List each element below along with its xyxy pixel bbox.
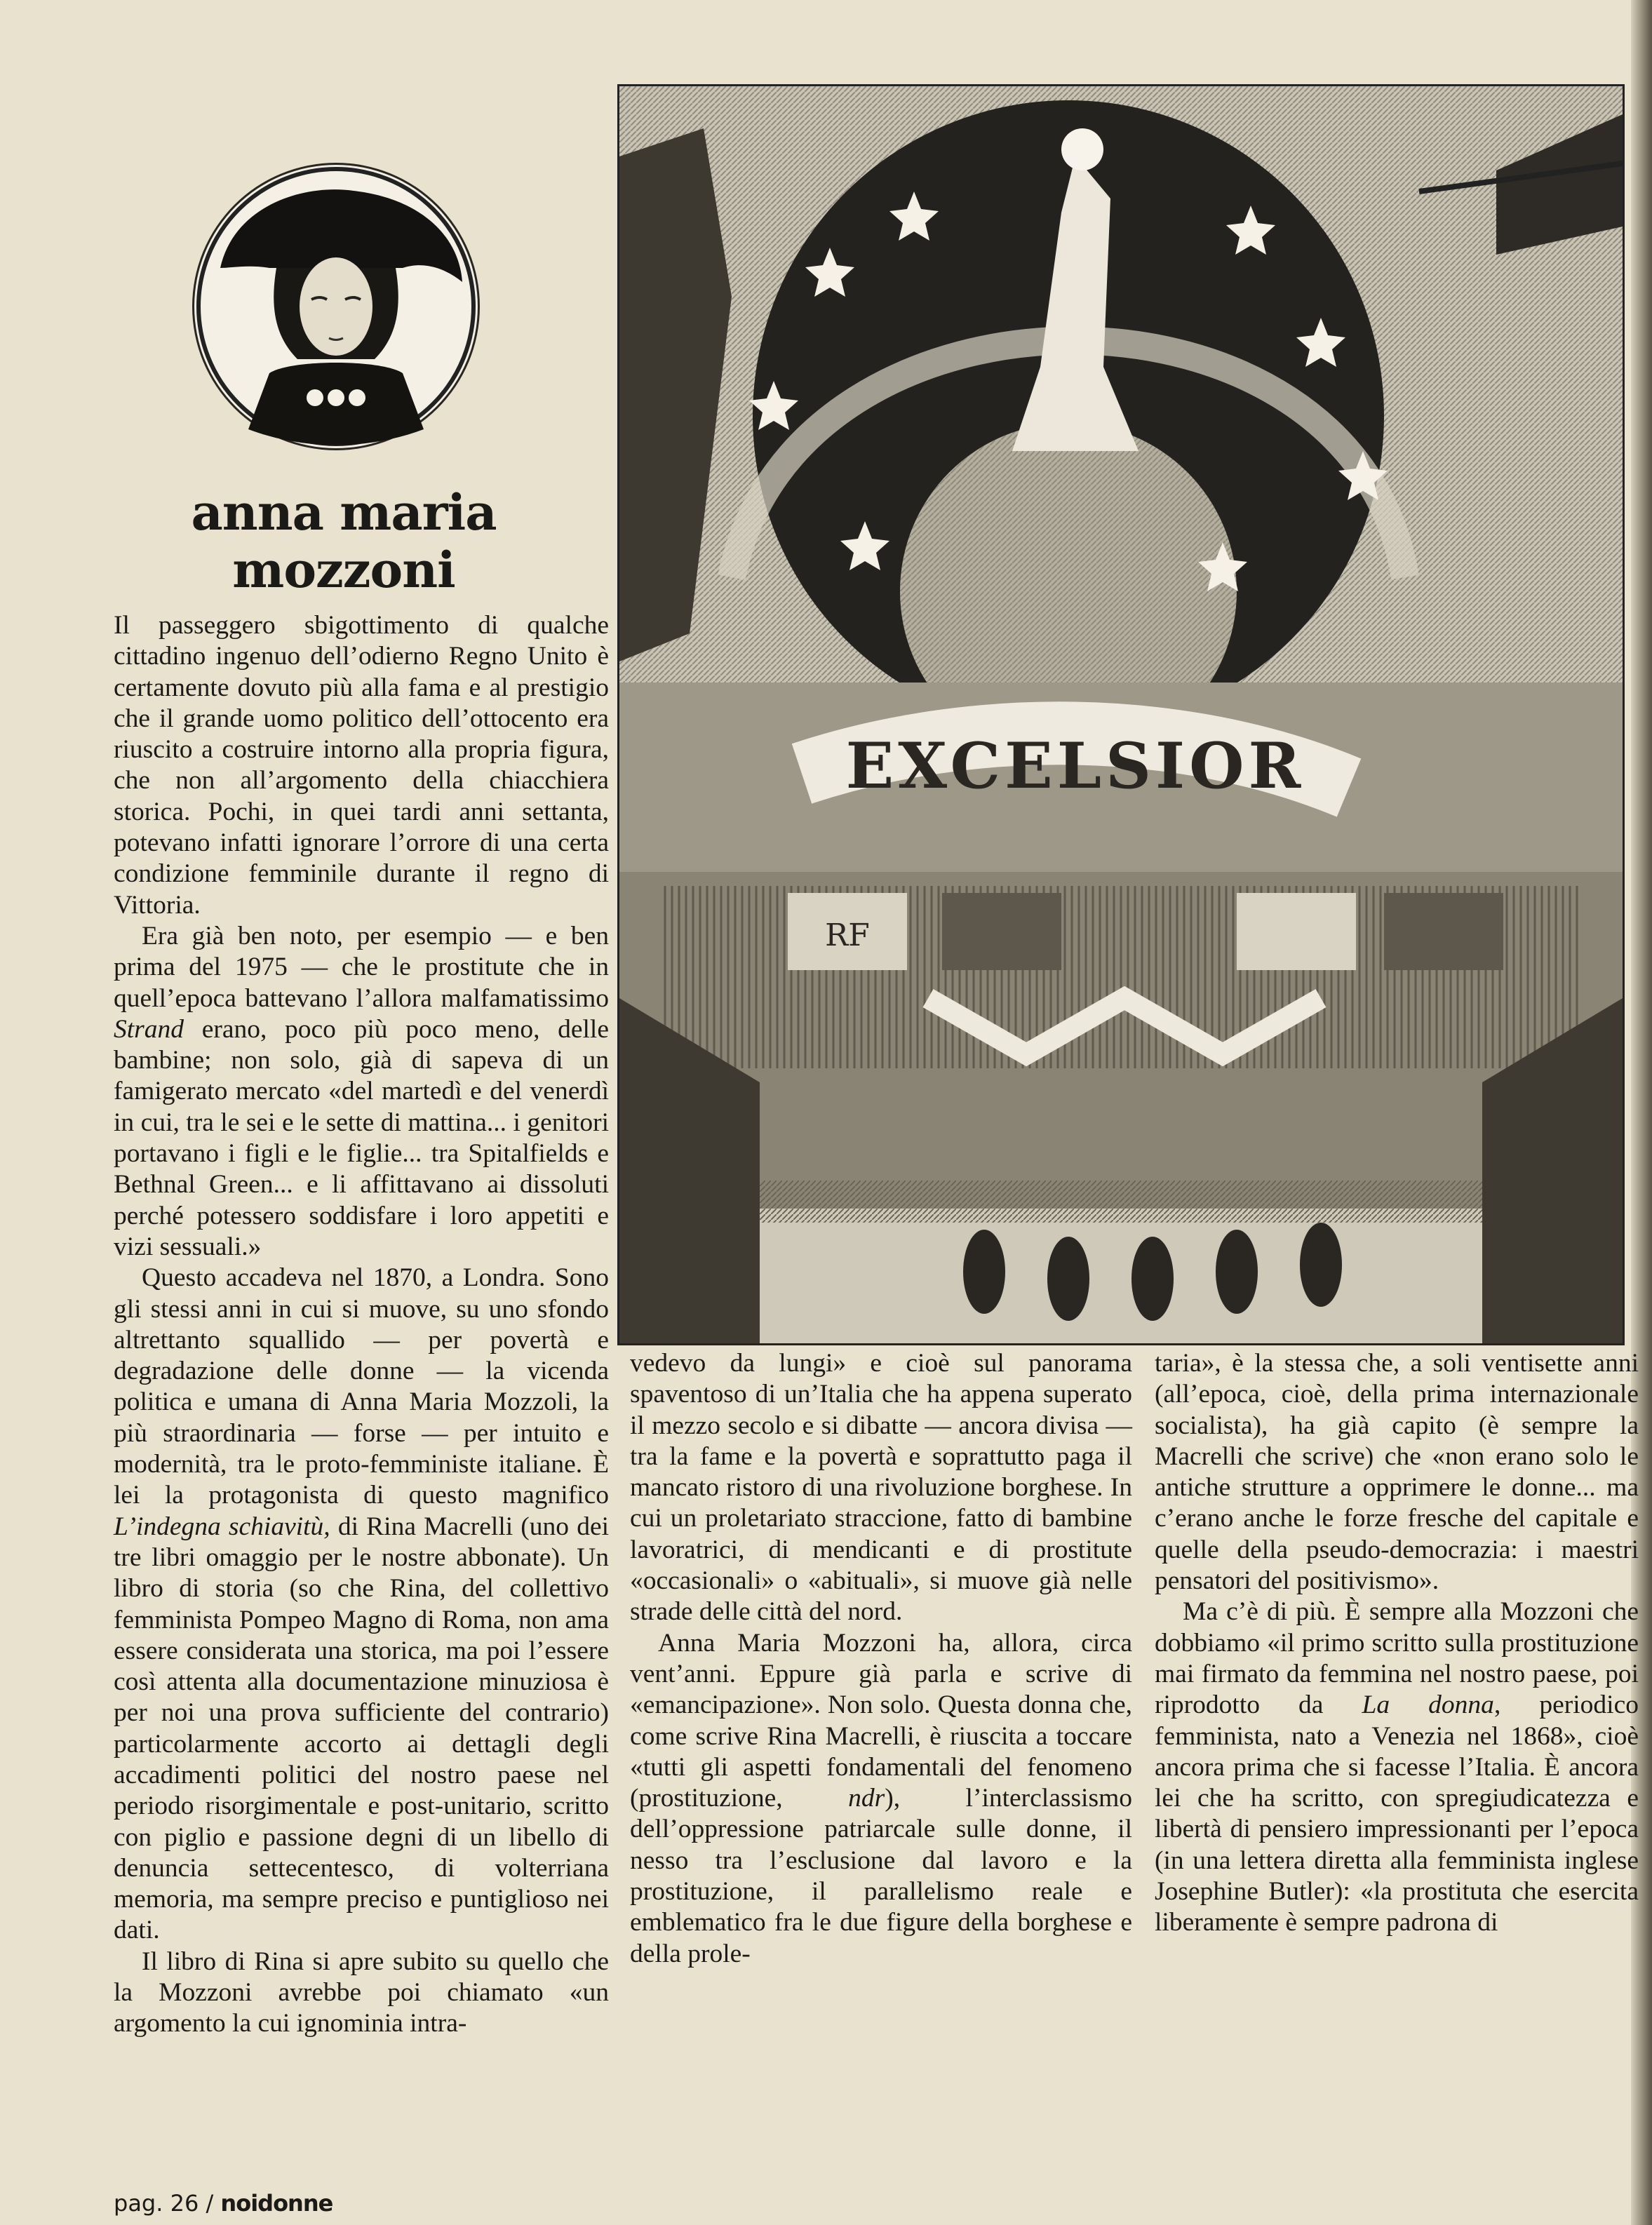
- title-line-1: anna maria: [191, 483, 497, 542]
- ndr-italic: ndr: [848, 1784, 885, 1813]
- book-title-italic-a: L’indegna: [114, 1512, 221, 1541]
- flag-rf-text: RF: [825, 917, 870, 953]
- magazine-name: noidonne: [220, 2190, 333, 2217]
- portrait-medallion: [192, 163, 480, 450]
- excelsior-engraving: [619, 86, 1623, 1343]
- excelsior-banner-text: EXCELSIOR: [845, 729, 1305, 803]
- paragraph: Anna Maria Mozzoni ha, allora, circa vent’anni. Eppure già parla e scrive di «emancipazione». Non solo. Questa donna che, come scrive Rina Macrelli, è riuscita a toccare «tutti gli aspetti fondamentali del fenomeno (prostituzione, ndr), l’interclassismo dell’oppressione patriarcale sulle donne, il nesso tra l’esclusione dal lavoro e la prostituzione, il parallelismo reale e emblematico fra le due figure della borghese e della prole-: [630, 1628, 1132, 1968]
- excelsior-illustration: [617, 84, 1625, 1345]
- paragraph: vedevo da lungi» e cioè sul panorama spaventoso di un’Italia che ha appena superato il mezzo secolo e si dibatte — ancora divisa — tra la fame e la povertà e soprattutto paga il mancato ristoro di una rivoluzione borghese. In cui un proletariato straccione, fatto di bambine lavoratrici, di mendicanti e di prostitute «occasionali» o «abituali», si muove già nelle strade delle città del nord.: [630, 1349, 1132, 1627]
- strand-italic: Strand: [114, 1014, 184, 1044]
- text-column-1: [114, 610, 609, 2040]
- book-title-italic-b: schiavitù,: [228, 1512, 330, 1541]
- paragraph: Ma c’è di più. È sempre alla Mozzoni che dobbiamo «il primo scritto sulla prostituzione mai firmato da femmina nel nostro paese, poi riprodotto da La donna, periodico femminista, nato a Venezia nel 1868», cioè ancora prima che si facesse l’Italia. È ancora lei che ha scritto, con spregiudicatezza e libertà di pensiero impressionanti per l’epoca (in una lettera diretta alla femminista inglese Josephine Butler): «la prostituta che esercita liberamente è sempre padrona di: [1155, 1597, 1639, 1937]
- article-title: [126, 484, 561, 599]
- paragraph: Era già ben noto, per esempio — e ben prima del 1975 — che le prostitute che in quell’epoca battevano l’allora malfamatissimo Strand erano, poco più poco meno, delle bambine; non solo, già di sapeva di un famigerato mercato «del martedì e del venerdì in cui, tra le sei e le sette di mattina... i genitori portavano i figli e le figlie... tra Spitalfields e Bethnal Green... e li affittavano ai dissoluti perché potessero soddisfare i loro appetiti e vizi sessuali.»: [114, 921, 609, 1261]
- text-column-2: [630, 1348, 1132, 1970]
- paragraph: Il libro di Rina si apre subito su quello che la Mozzoni avrebbe poi chiamato «un argomento la cui ignominia intra-: [114, 1947, 609, 2038]
- paragraph: Il passeggero sbigottimento di qualche cittadino ingenuo dell’odierno Regno Unito è certamente dovuto più alla fama e al prestigio che il grande uomo politico dell’ottocento era riuscito a costruire intorno alla propria figura, che non all’argomento della chiacchiera storica. Pochi, in quei tardi anni settanta, potevano infatti ignorare l’orrore di una certa condizione femminile durante il regno di Vittoria.: [114, 611, 609, 920]
- text-column-3: [1155, 1348, 1639, 1939]
- woman-portrait-image: [192, 163, 480, 450]
- paragraph: Questo accadeva nel 1870, a Londra. Sono gli stessi anni in cui si muove, su uno sfondo altrettanto squallido — per povertà e degradazione delle donne — la vicenda politica e umana di Anna Maria Mozzoli, la più straordinaria — forse — per intuito e modernità, tra le proto-femministe italiane. È lei la protagonista di questo magnifico L’indegna schiavitù, di Rina Macrelli (uno dei tre libri omaggio per le nostre abbonate). Un libro di storia (so che Rina, del collettivo femminista Pompeo Magno di Roma, non ama essere considerata una storica, ma poi l’essere così attenta alla documentazione minuziosa è per noi una prova sufficiente del contrario) particolarmente accorto ai dettagli degli accadimenti politici del nostro paese nel periodo risorgimentale e post-unitario, scritto con piglio e passione degni di un libello di denuncia settecentesco, di volterriana memoria, ma sempre preciso e puntiglioso nei dati.: [114, 1263, 610, 1945]
- page-footer: [114, 2190, 333, 2217]
- paragraph: taria», è la stessa che, a soli ventisette anni (all’epoca, cioè, della prima internazionale socialista), ha già capito (è sempre la Macrelli che scrive) che «non erano solo le antiche strutture a opprimere le donne... ma c’erano anche le forze fresche del capitale e quelle della pseudo-democrazia: i maestri pensatori del positivismo».: [1155, 1349, 1639, 1596]
- page-number: pag. 26 /: [114, 2190, 214, 2217]
- la-donna-italic: La donna: [1362, 1690, 1494, 1720]
- title-line-2: mozzoni: [232, 541, 455, 599]
